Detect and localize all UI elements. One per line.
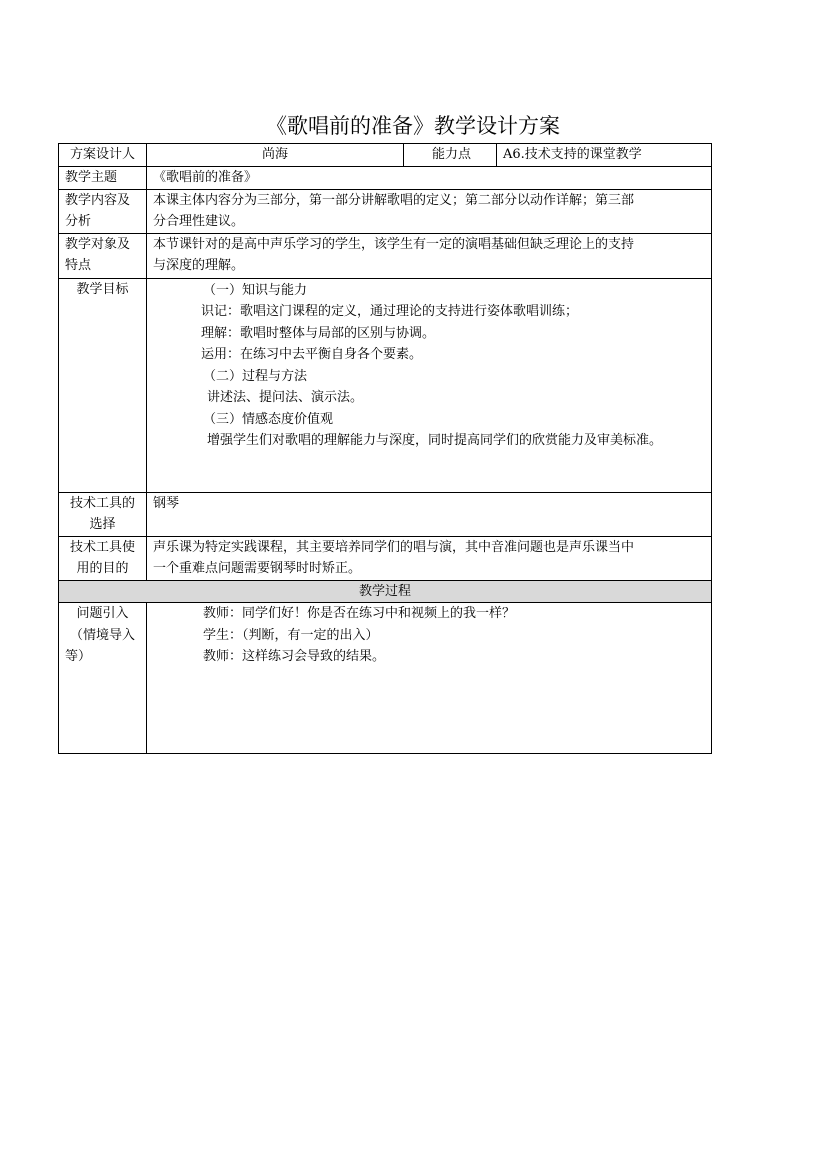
- dialogue-line: 教师：同学们好！你是否在练习中和视频上的我一样？: [203, 606, 516, 621]
- goals-text: [147, 278, 712, 492]
- designer-label: 方案设计人: [59, 144, 147, 167]
- dialogue-line: 学生：（判断，有一定的出入）: [203, 627, 379, 643]
- goal-heading: （三）情感态度价值观: [203, 411, 334, 427]
- content-text: 本课主体内容分为三部分，第一部分讲解歌唱的定义；第二部分以动作详解；第三部 分合理性建议。: [147, 189, 712, 233]
- goal-item: 讲述法、提问法、演示法。: [207, 390, 364, 405]
- tool-value: 钢琴: [147, 492, 712, 536]
- topic-value: 《歌唱前的准备》: [147, 167, 712, 190]
- goal-item: 运用：在练习中去平衡自身各个要素。: [201, 347, 423, 362]
- audience-text: 本节课针对的是高中声乐学习的学生，该学生有一定的演唱基础但缺乏理论上的支持 与深度的理解。: [147, 233, 712, 278]
- intro-row: [59, 603, 712, 754]
- designer-value: 尚海: [147, 144, 404, 167]
- ability-label: 能力点: [404, 144, 497, 167]
- intro-label: 问题引入 （情境导入 等）: [59, 603, 147, 754]
- tool-purpose-text: 声乐课为特定实践课程，其主要培养同学们的唱与演，其中音准问题也是声乐课当中 一个重难点问题需要钢琴时时矫正。: [147, 536, 712, 580]
- goals-row: [59, 278, 712, 492]
- audience-label: 教学对象及 特点: [59, 233, 147, 278]
- designer-row: [59, 144, 712, 167]
- goals-label: 教学目标: [59, 278, 147, 492]
- topic-row: [59, 167, 712, 190]
- goal-heading: （二）过程与方法: [203, 368, 308, 384]
- ability-value: A6.技术支持的课堂教学: [497, 144, 712, 167]
- tool-purpose-row: [59, 536, 712, 580]
- document-title: 《歌唱前的准备》教学设计方案: [266, 114, 560, 138]
- audience-row: [59, 233, 712, 278]
- goal-item: 增强学生们对歌唱的理解能力与深度，同时提高同学们的欣赏能力及审美标准。: [207, 433, 663, 448]
- content-label: 教学内容及 分析: [59, 189, 147, 233]
- process-header-row: [59, 580, 712, 603]
- process-header: 教学过程: [59, 580, 712, 603]
- goal-item: 理解：歌唱时整体与局部的区别与协调。: [201, 325, 436, 341]
- goal-item: 识记：歌唱这门课程的定义，通过理论的支持进行姿体歌唱训练；: [201, 304, 579, 319]
- tool-label: 技术工具的 选择: [59, 492, 147, 536]
- topic-label: 教学主题: [59, 167, 147, 190]
- content-row: [59, 189, 712, 233]
- goal-heading: （一）知识与能力: [203, 282, 308, 298]
- intro-text: [147, 603, 712, 754]
- tool-row: [59, 492, 712, 536]
- dialogue-line: 教师：这样练习会导致的结果。: [203, 649, 386, 664]
- tool-purpose-label: 技术工具使 用的目的: [59, 536, 147, 580]
- lesson-plan-table: [58, 143, 712, 754]
